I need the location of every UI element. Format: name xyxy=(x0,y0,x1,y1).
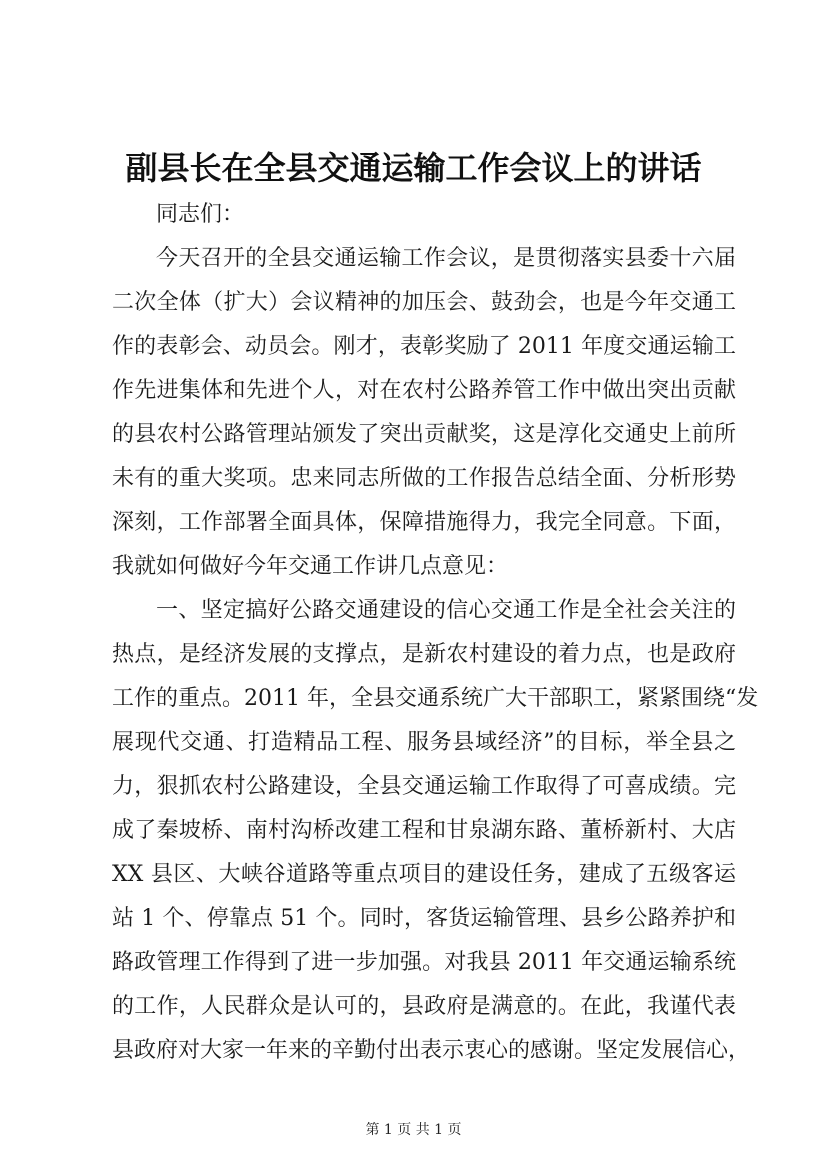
paragraph-line: 的工作，人民群众是认可的，县政府是满意的。在此，我谨代表 xyxy=(112,994,736,1019)
paragraph-line: 县政府对大家一年来的辛勤付出表示衷心的感谢。坚定发展信心， xyxy=(112,1038,751,1063)
paragraph-line: 今天召开的全县交通运输工作会议，是贯彻落实县委十六届 xyxy=(156,246,736,271)
paragraph-line: 一、坚定搞好公路交通建设的信心交通工作是全社会关注的 xyxy=(156,598,736,623)
salutation: 同志们： xyxy=(156,202,245,227)
paragraph-line: 我就如何做好今年交通工作讲几点意见： xyxy=(112,554,509,579)
paragraph-line: 的县农村公路管理站颁发了突出贡献奖，这是淳化交通史上前所 xyxy=(112,422,736,447)
paragraph-line: 路政管理工作得到了进一步加强。对我县 2011 年交通运输系统 xyxy=(112,950,736,975)
paragraph-line: 工作的重点。2011 年，全县交通系统广大干部职工，紧紧围绕“发 xyxy=(112,686,759,711)
paragraph-line: 力，狠抓农村公路建设，全县交通运输工作取得了可喜成绩。完 xyxy=(112,774,736,799)
page-footer: 第 1 页 共 1 页 xyxy=(365,1122,462,1138)
paragraph-line: 成了秦坡桥、南村沟桥改建工程和甘泉湖东路、董桥新村、大店 xyxy=(112,818,736,843)
paragraph-line: 二次全体（扩大）会议精神的加压会、鼓劲会，也是今年交通工 xyxy=(112,290,736,315)
paragraph-line: 作的表彰会、动员会。刚才，表彰奖励了 2011 年度交通运输工 xyxy=(112,334,736,359)
paragraph-line: 展现代交通、打造精品工程、服务县域经济”的目标，举全县之 xyxy=(112,730,736,755)
paragraph-line: 深刻，工作部署全面具体，保障措施得力，我完全同意。下面， xyxy=(112,510,736,535)
paragraph-line: 站 1 个、停靠点 51 个。同时，客货运输管理、县乡公路养护和 xyxy=(112,906,736,931)
paragraph-line: 热点，是经济发展的支撑点，是新农村建设的着力点，也是政府 xyxy=(112,642,736,667)
paragraph-line: XX 县区、大峡谷道路等重点项目的建设任务，建成了五级客运 xyxy=(112,862,736,887)
page-title: 副县长在全县交通运输工作会议上的讲话 xyxy=(125,149,702,187)
paragraph-line: 未有的重大奖项。忠来同志所做的工作报告总结全面、分析形势 xyxy=(112,466,736,491)
paragraph-line: 作先进集体和先进个人，对在农村公路养管工作中做出突出贡献 xyxy=(112,378,736,403)
